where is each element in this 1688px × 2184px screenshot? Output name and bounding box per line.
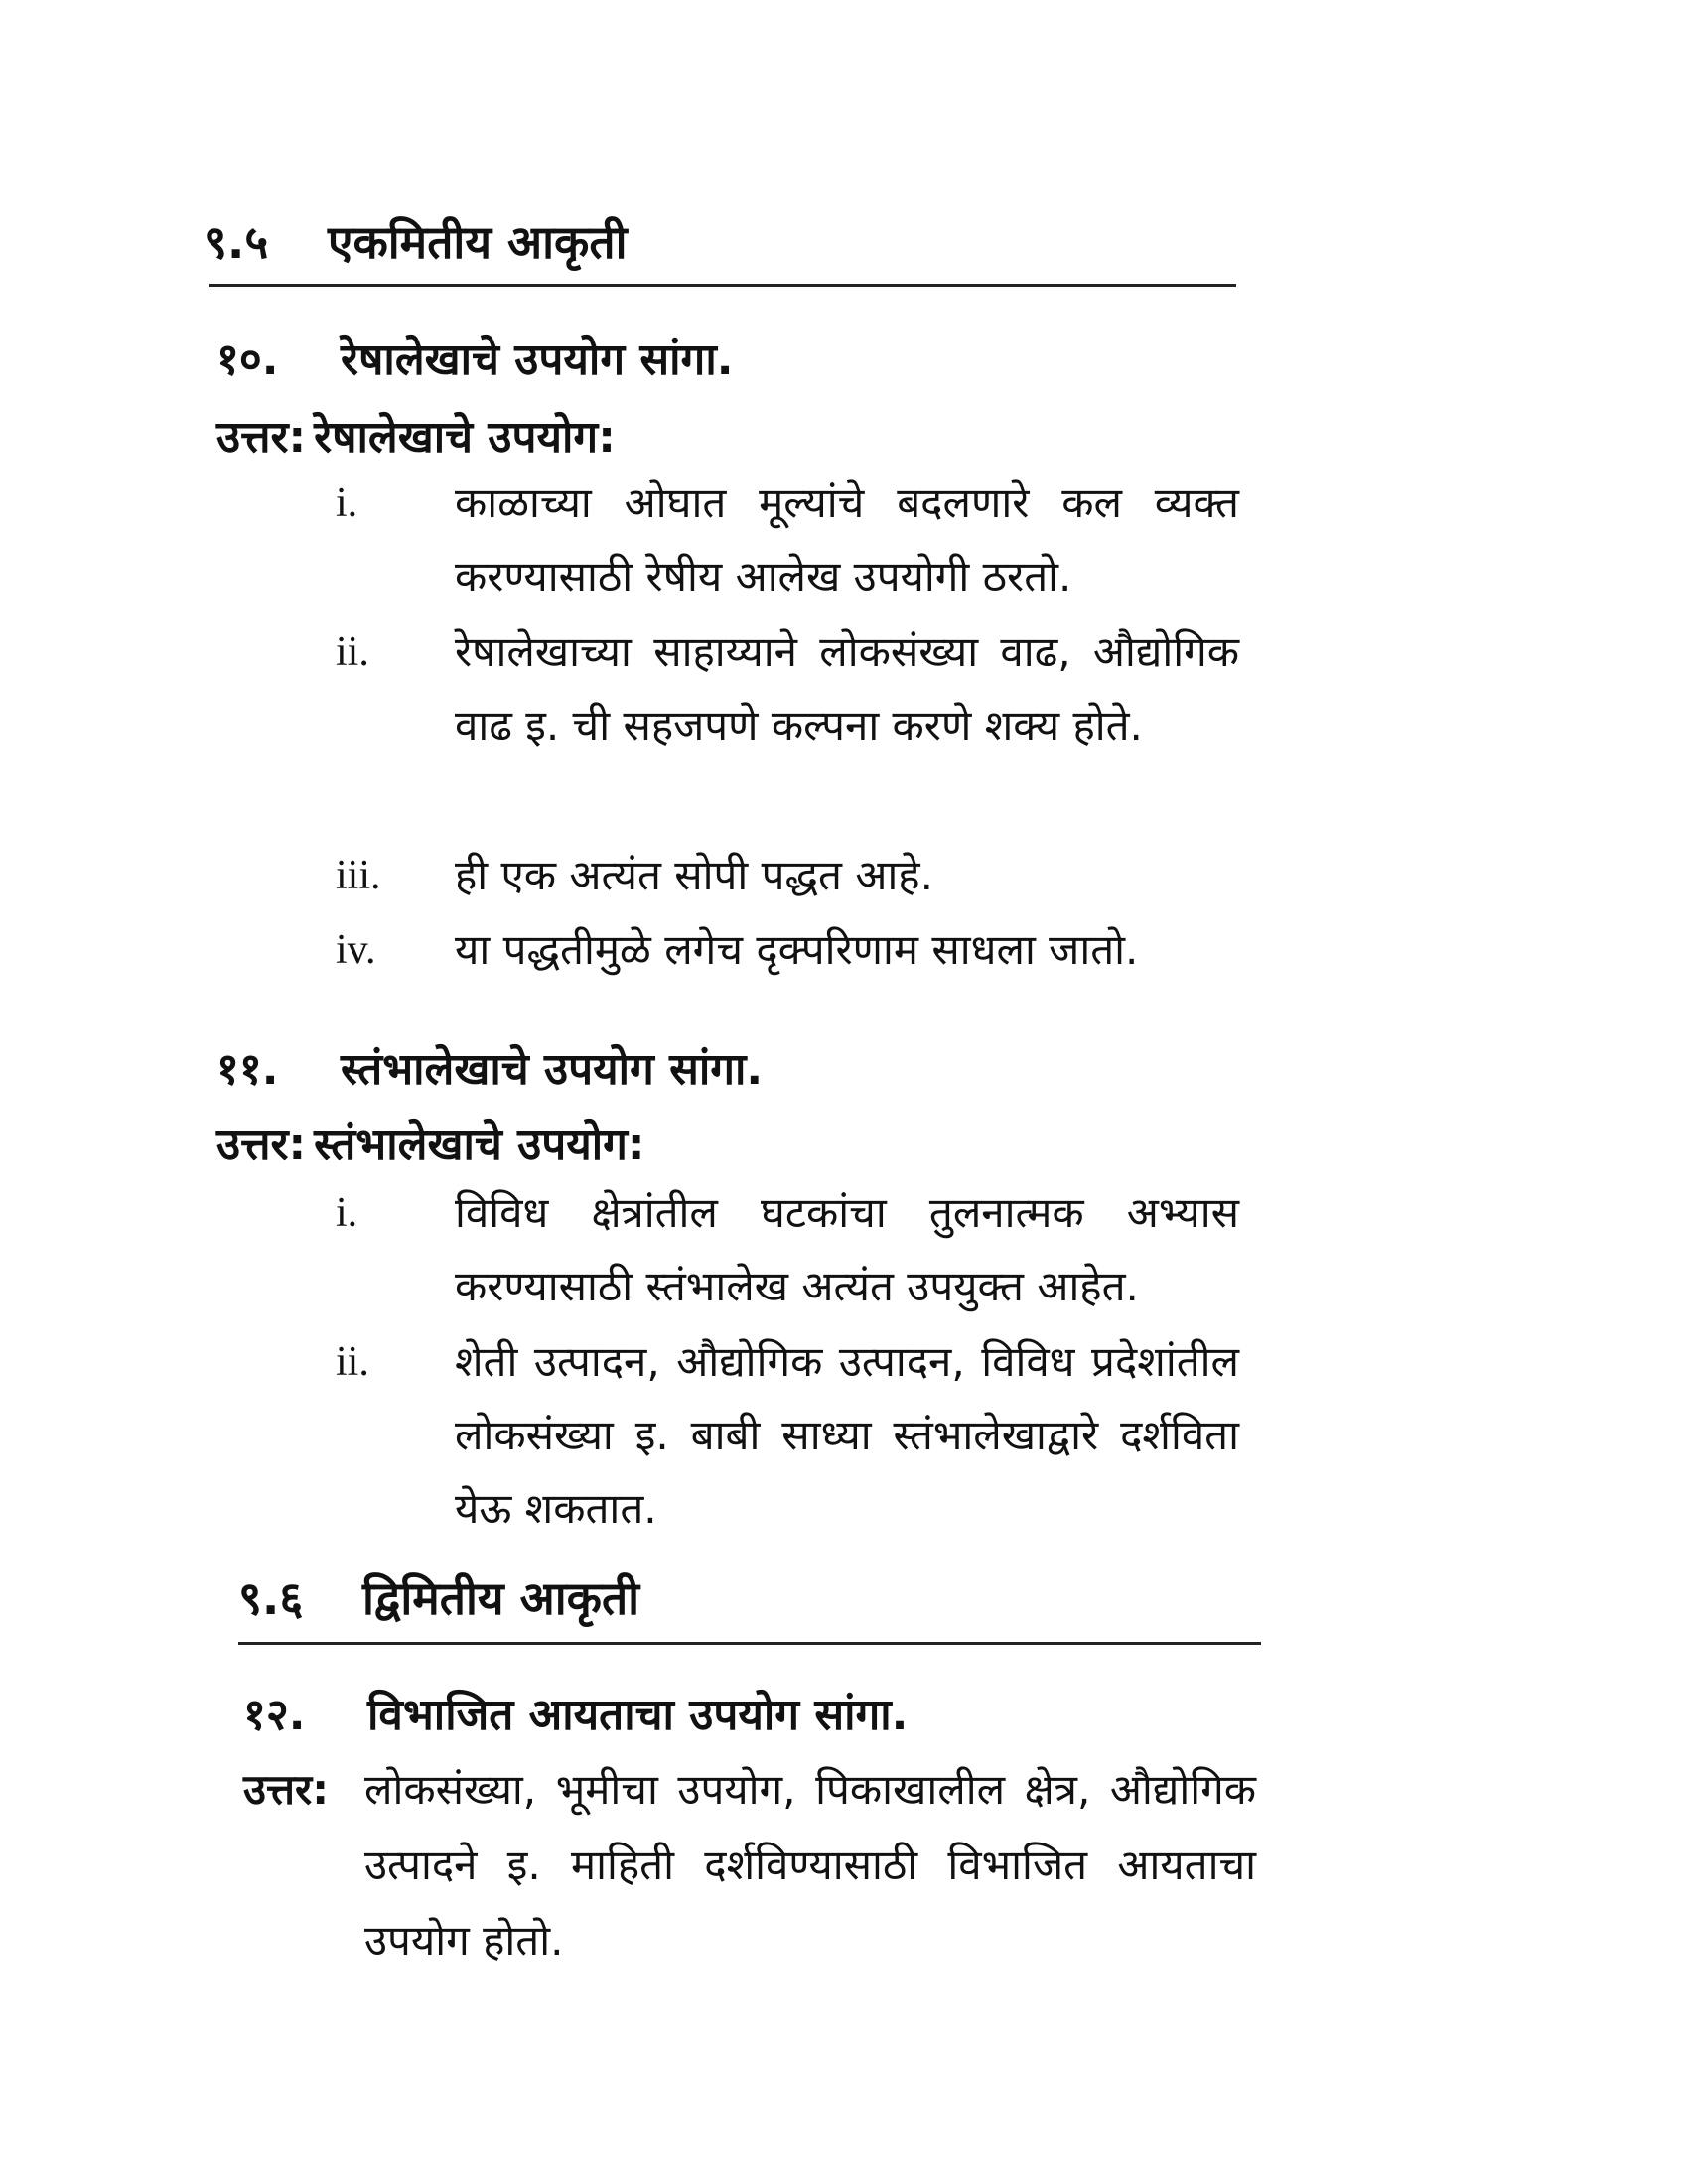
- list-item: [336, 467, 1239, 615]
- question-heading: [243, 1683, 908, 1742]
- item-text: काळाच्या ओघात मूल्यांचे बदलणारे कल व्यक्त करण्यासाठी रेषीय आलेख उपयोगी ठरतो.: [455, 478, 1239, 601]
- question-number: १०.: [216, 335, 279, 385]
- list-item: [336, 1325, 1239, 1546]
- answer-text: लोकसंख्या, भूमीचा उपयोग, पिकाखालील क्षेत्र, औद्योगिक उत्पादने इ. माहिती दर्शविण्यासाठी विभाजित आयताचा उपयोग होतो.: [364, 1765, 1256, 1965]
- question-number: ११.: [216, 1044, 279, 1095]
- question-heading: [216, 1037, 763, 1097]
- item-text: शेती उत्पादन, औद्योगिक उत्पादन, विविध प्रदेशांतील लोकसंख्या इ. बाबी साध्या स्तंभालेखाद्वारे दर्शविता येऊ शकतात.: [455, 1337, 1239, 1533]
- section-heading: [238, 1567, 639, 1628]
- answer-label: उत्तर:: [243, 1765, 330, 1814]
- list-item: [336, 615, 1239, 836]
- section-heading: [204, 210, 628, 272]
- question-heading: [216, 328, 733, 387]
- section-title: एकमितीय आकृती: [328, 215, 628, 269]
- answer-heading: [216, 1112, 645, 1171]
- answer-heading: [216, 405, 616, 465]
- item-numeral: ii.: [336, 1339, 369, 1385]
- answer-title: रेषालेखाचे उपयोग:: [314, 412, 616, 463]
- section-title: द्विमितीय आकृती: [362, 1571, 640, 1625]
- list-item: [336, 913, 1239, 989]
- item-numeral: iii.: [336, 853, 381, 898]
- answer-paragraph: [243, 1752, 1261, 1980]
- question-text: विभाजित आयताचा उपयोग सांगा.: [367, 1690, 909, 1740]
- item-text: रेषालेखाच्या साहाय्याने लोकसंख्या वाढ, औद्योगिक वाढ इ. ची सहजपणे कल्पना करणे शक्य होते.: [455, 627, 1239, 750]
- question-text: स्तंभालेखाचे उपयोग सांगा.: [341, 1044, 764, 1095]
- section-rule: [209, 284, 1236, 287]
- item-text: या पद्धतीमुळे लगेच दृक्परिणाम साधला जातो.: [455, 925, 1139, 974]
- item-text: ही एक अत्यंत सोपी पद्धत आहे.: [455, 851, 933, 899]
- answer-label: उत्तर:: [216, 412, 307, 463]
- item-numeral: i.: [336, 1190, 358, 1236]
- list-item: [336, 839, 1239, 914]
- section-number: ९.५: [204, 215, 269, 269]
- section-number: ९.६: [238, 1571, 304, 1625]
- question-number: १२.: [243, 1690, 306, 1740]
- item-numeral: iv.: [336, 927, 376, 973]
- question-text: रेषालेखाचे उपयोग सांगा.: [341, 335, 734, 385]
- item-numeral: ii.: [336, 629, 369, 675]
- list-item: [336, 1176, 1239, 1325]
- answer-label: उत्तर:: [216, 1119, 307, 1169]
- answer-title: स्तंभालेखाचे उपयोग:: [314, 1119, 645, 1169]
- section-rule: [238, 1642, 1261, 1645]
- item-numeral: i.: [336, 480, 358, 526]
- item-text: विविध क्षेत्रांतील घटकांचा तुलनात्मक अभ्यास करण्यासाठी स्तंभालेख अत्यंत उपयुक्त आहेत.: [455, 1188, 1239, 1310]
